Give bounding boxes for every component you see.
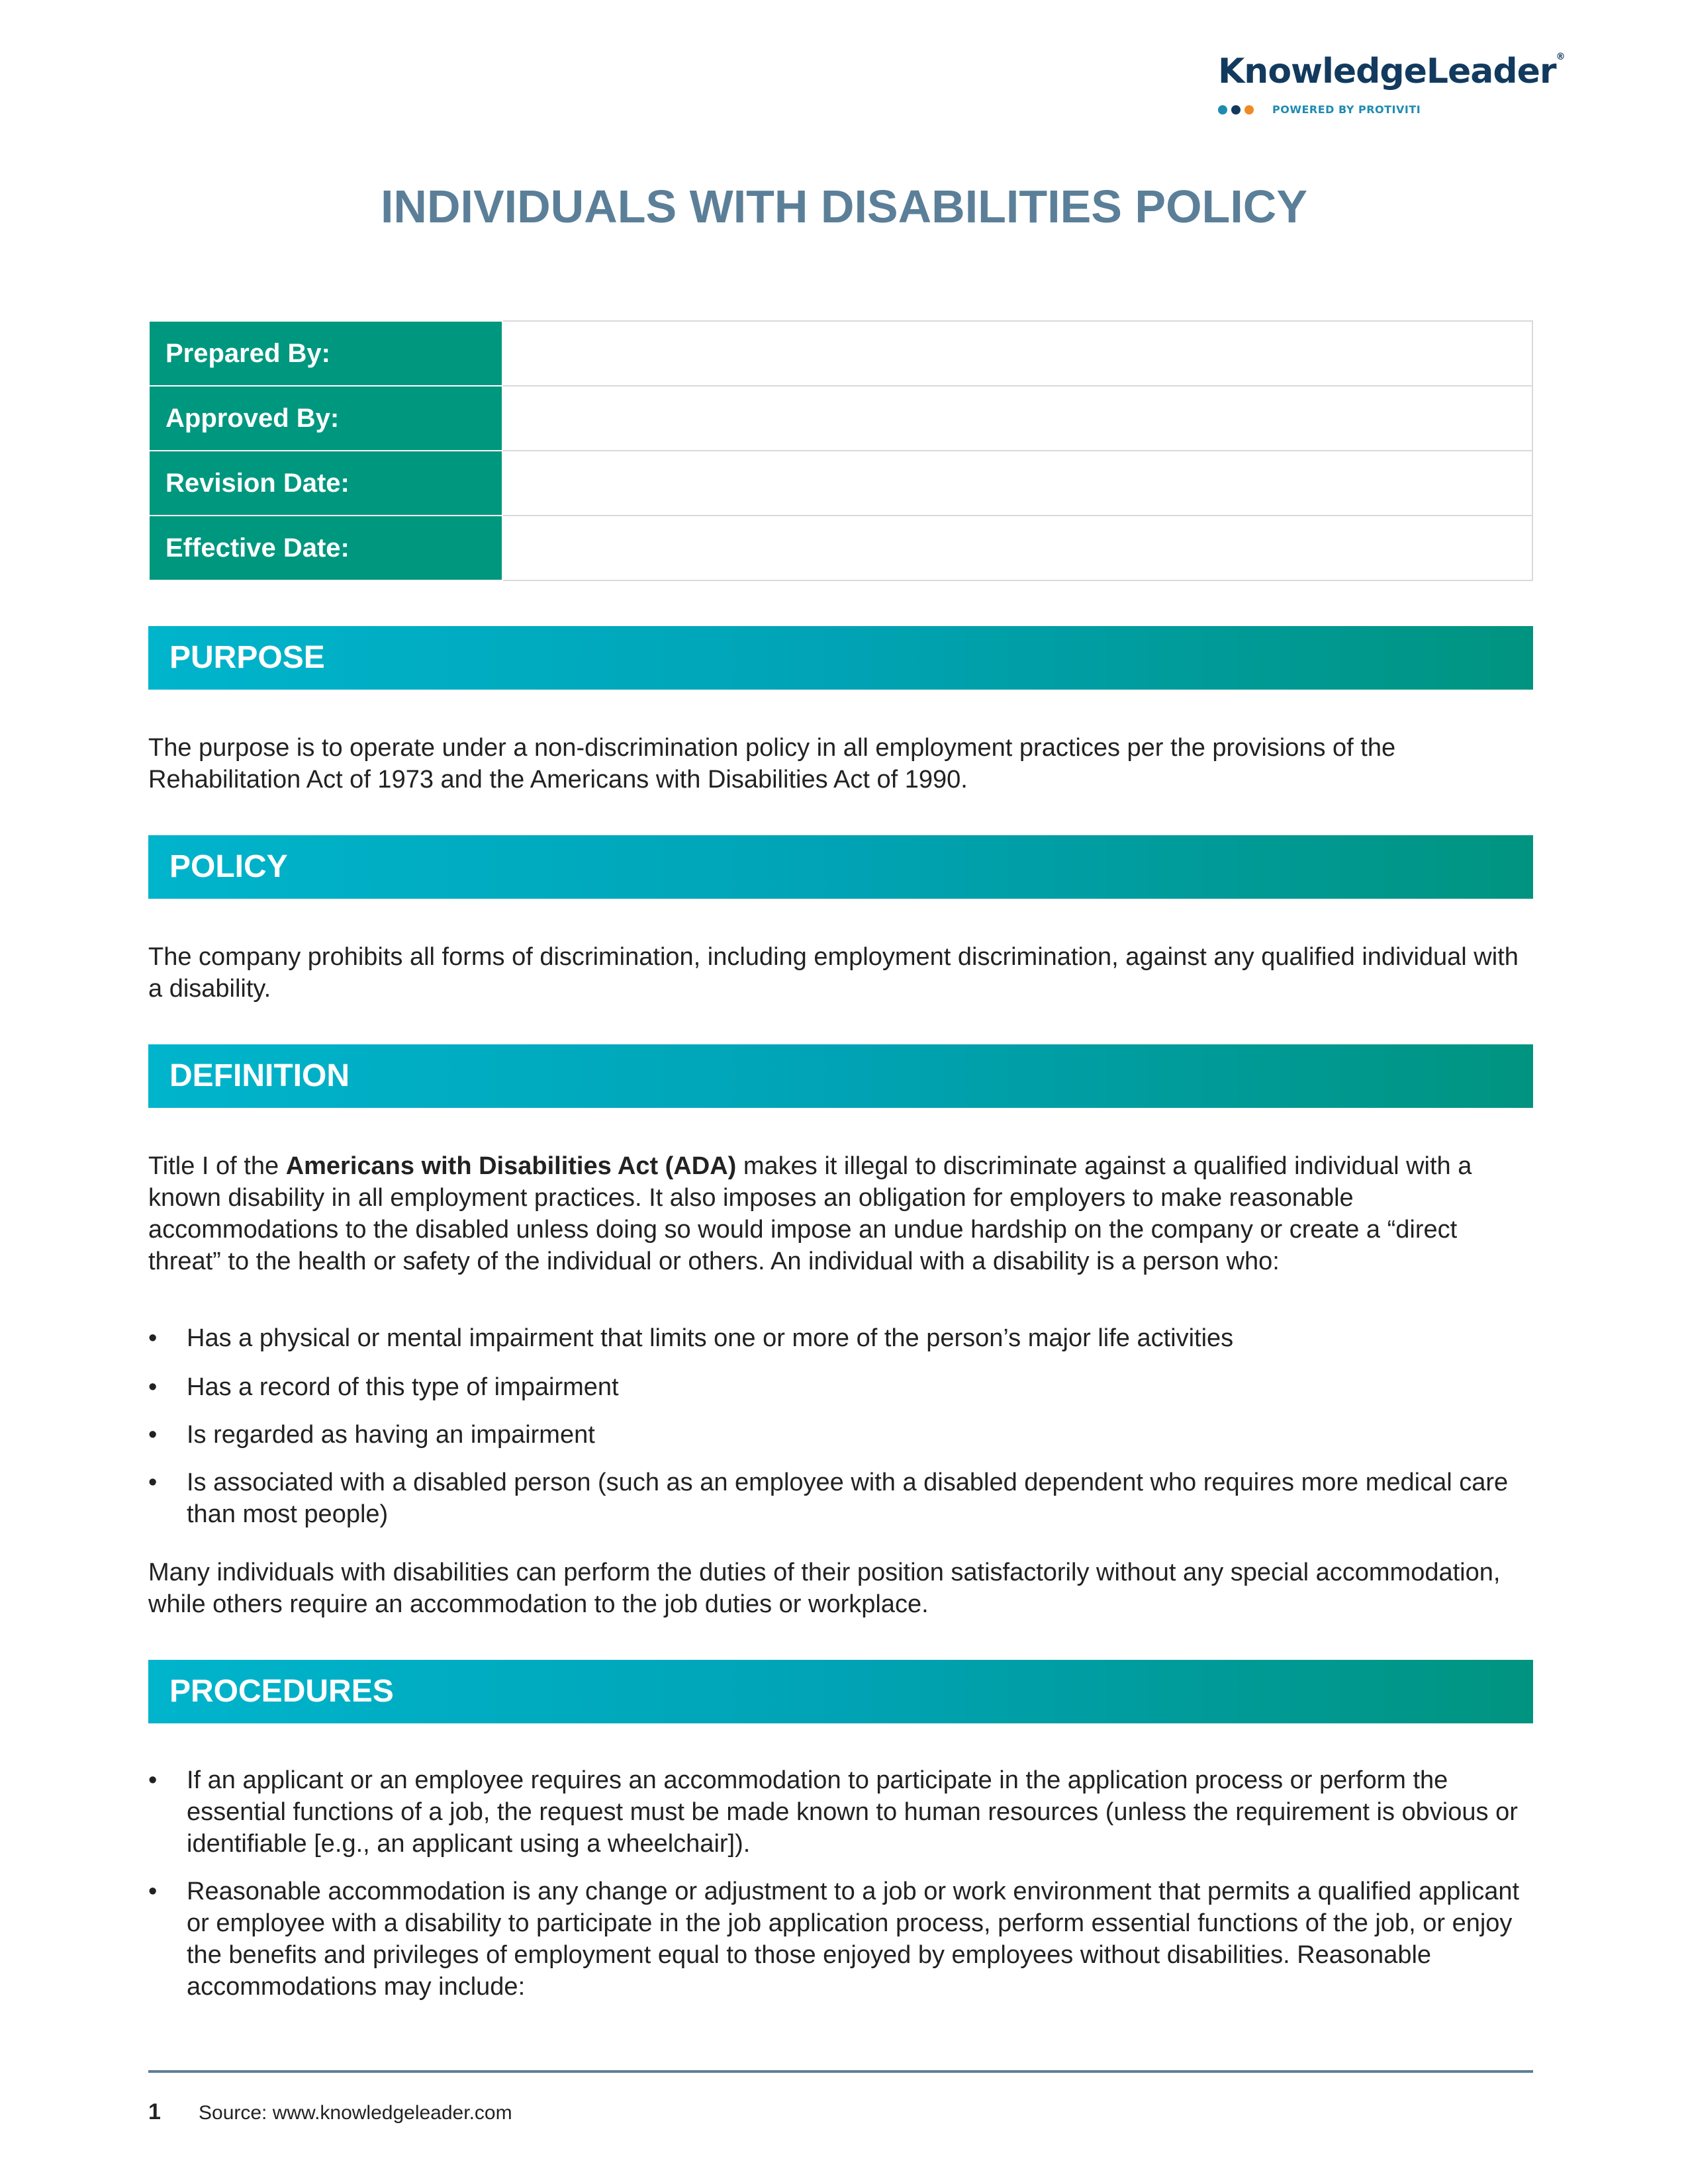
list-item xyxy=(148,1419,1533,1451)
ada-term: Americans with Disabilities Act (ADA) xyxy=(285,1152,737,1180)
document-info-table xyxy=(148,320,1533,581)
list-item-text: If an applicant or an employee requires an accommodation to participate in the application process or perform the essential functions of a job, the request must be made known to human resources (unless the requirement is obvious or identifiable [e.g., an applicant using a wheelchair]). xyxy=(187,1766,1518,1858)
list-item-text: Reasonable accommodation is any change or adjustment to a job or work environment that permits a qualified applicant or employee with a disability to participate in the job application process, perform essential functions of the job, or enjoy the benefits and privileges of employment equal to those enjoyed by employees without disabilities. Reasonable accommodations may include: xyxy=(187,1878,1520,2001)
list-item-text: Has a record of this type of impairment xyxy=(187,1373,619,1401)
approved-by-field[interactable] xyxy=(502,386,1532,451)
list-item xyxy=(148,1764,1533,1860)
approved-by-label: Approved By: xyxy=(149,386,502,451)
prepared-by-field[interactable] xyxy=(502,321,1532,386)
list-item xyxy=(148,1322,1533,1354)
prepared-by-label: Prepared By: xyxy=(149,321,502,386)
policy-heading: POLICY xyxy=(148,835,1533,899)
definition-intro-text: makes it illegal to discriminate against a qualified individual with a known disability in all employment practices. It also imposes an obligation for employers to make reasonable accommodations to the disabled unless doing so would impose an undue hardship on the company or create a “direct threat” to the health or safety of the individual or others. An individual with a disability is a person who: xyxy=(148,1152,1472,1275)
definition-intro-text: Title I of the xyxy=(148,1152,286,1180)
logo-wordmark xyxy=(1218,52,1565,91)
policy-text: The company prohibits all forms of discrimination, including employment discrimination, against any qualified individual with a disability. xyxy=(148,943,1519,1003)
logo-name: KnowledgeLeader xyxy=(1218,52,1556,91)
bullet-icon: • xyxy=(148,1766,158,1794)
definition-intro xyxy=(148,1150,1533,1277)
effective-date-label: Effective Date: xyxy=(149,516,502,580)
bullet-icon: • xyxy=(148,1878,158,1905)
footer-divider xyxy=(148,2070,1533,2073)
revision-date-label: Revision Date: xyxy=(149,451,502,516)
bullet-icon: • xyxy=(148,1324,158,1352)
page-number: 1 xyxy=(148,2099,161,2124)
logo-subline xyxy=(1218,103,1536,116)
bullet-icon: • xyxy=(148,1373,158,1401)
list-item xyxy=(148,1371,1533,1403)
purpose-heading: PURPOSE xyxy=(148,626,1533,690)
logo-dot-icon xyxy=(1218,105,1227,114)
procedures-heading: PROCEDURES xyxy=(148,1660,1533,1723)
definition-closing: Many individuals with disabilities can perform the duties of their position satisfactorily without any special accommodation, while others require an accommodation to the job duties or workplace. xyxy=(148,1559,1501,1618)
knowledgeleader-logo xyxy=(1218,52,1565,116)
table-row xyxy=(149,451,1532,516)
purpose-text: The purpose is to operate under a non-discrimination policy in all employment practices per the provisions of the Rehabilitation Act of 1973 and the Americans with Disabilities Act of 1990. xyxy=(148,734,1396,794)
table-row xyxy=(149,386,1532,451)
logo-registered-mark: ® xyxy=(1556,52,1565,62)
list-item-text: Is regarded as having an impairment xyxy=(187,1421,595,1449)
effective-date-field[interactable] xyxy=(502,516,1532,580)
page-title: INDIVIDUALS WITH DISABILITIES POLICY xyxy=(380,181,1308,232)
definition-heading: DEFINITION xyxy=(148,1044,1533,1108)
revision-date-field[interactable] xyxy=(502,451,1532,516)
logo-tagline: POWERED BY PROTIVITI xyxy=(1272,103,1421,116)
bullet-icon: • xyxy=(148,1469,158,1496)
footer-source: Source: www.knowledgeleader.com xyxy=(199,2102,512,2124)
table-row xyxy=(149,516,1532,580)
bullet-icon: • xyxy=(148,1421,158,1449)
list-item xyxy=(148,1876,1533,2003)
table-row xyxy=(149,321,1532,386)
logo-dot-icon xyxy=(1231,105,1241,114)
list-item-text: Is associated with a disabled person (such as an employee with a disabled dependent who requires more medical care than most people) xyxy=(187,1469,1509,1528)
logo-dot-icon xyxy=(1244,105,1254,114)
list-item xyxy=(148,1467,1533,1530)
list-item-text: Has a physical or mental impairment that limits one or more of the person’s major life activities xyxy=(187,1324,1234,1352)
